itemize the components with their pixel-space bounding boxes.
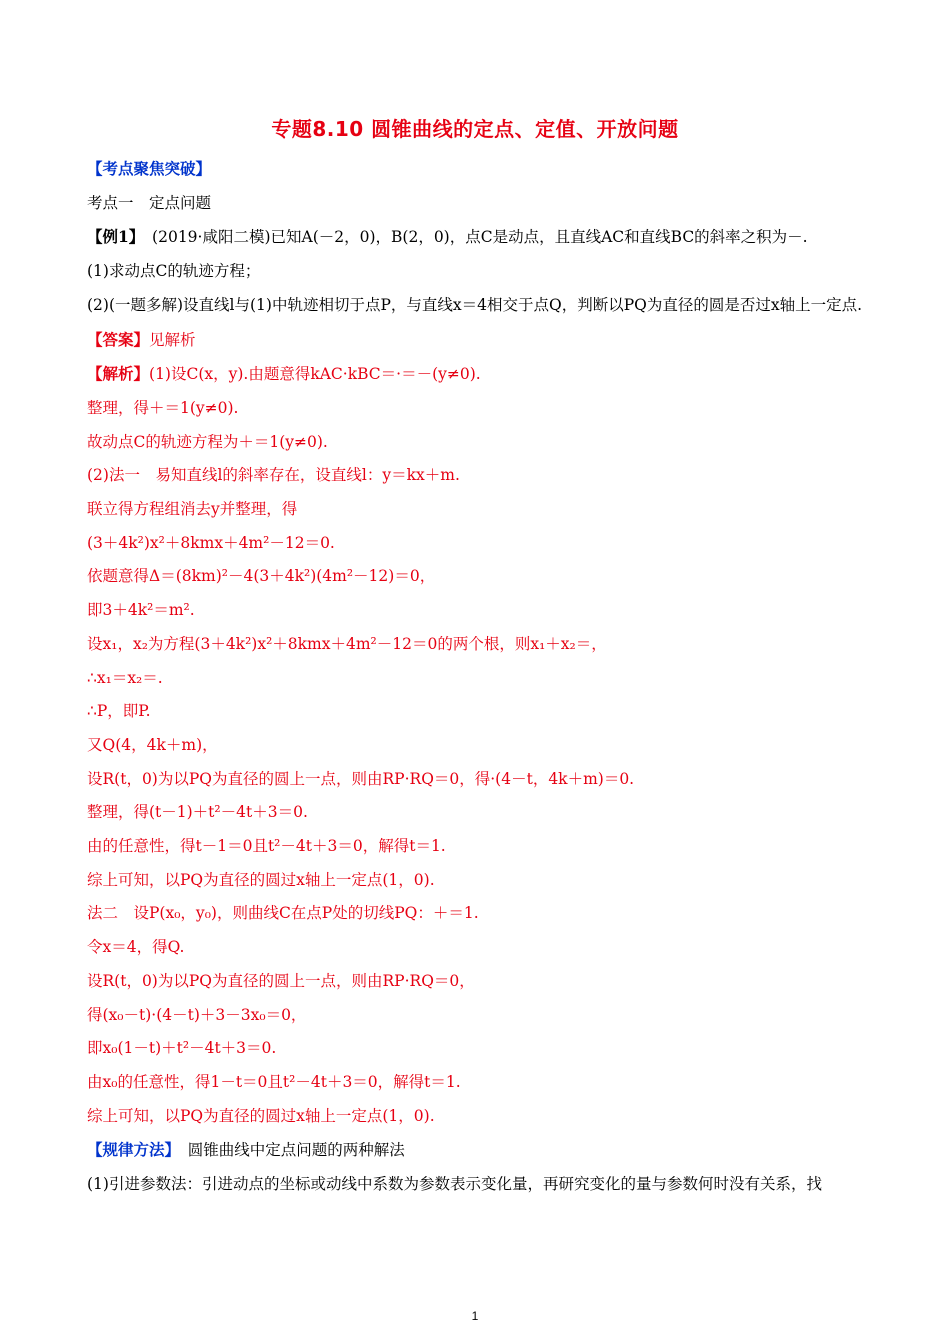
section-label-row [87,152,867,187]
solution-line: 设x₁，x₂为方程(3＋4k²)x²＋8kmx＋4m²－12＝0的两个根，则x₁＋x₂＝， [87,634,607,653]
solution-line: 联立得方程组消去y并整理，得 [87,500,298,519]
solution-line: (3＋4k²)x²＋8kmx＋4m²－12＝0. [87,533,335,552]
solution-line: 综上可知，以PQ为直径的圆过x轴上一定点(1，0). [87,1106,435,1125]
solution-line-text: (1)设C(x，y).由题意得kAC·kBC＝·＝－(y≠0). [149,365,481,384]
answer-row [87,323,867,358]
solution-line: 法二 设P(x₀，y₀)，则曲线C在点P处的切线PQ：＋＝1. [87,904,479,923]
solution-line: 令x＝4，得Q. [87,938,185,957]
solution-line: 综上可知，以PQ为直径的圆过x轴上一定点(1，0). [87,870,435,889]
page-title: 专题8.10 圆锥曲线的定点、定值、开放问题 [271,117,679,141]
example-statement [87,220,867,255]
method-heading [87,1133,867,1168]
solution-line: 即3＋4k²＝m². [87,601,195,620]
answer-text: 见解析 [149,330,196,349]
solution-line: ∴x₁＝x₂＝. [87,668,163,687]
solution-line: 由的任意性，得t－1＝0且t²－4t＋3＝0，解得t＝1. [87,837,446,856]
solution-line: 即x₀(1－t)＋t²－4t＋3＝0. [87,1039,277,1058]
method-tag: 【规律方法】 [87,1140,173,1160]
solution-line: 又Q(4，4k＋m)， [87,735,218,754]
solution-line [87,357,867,392]
solution-line: 设R(t，0)为以PQ为直径的圆上一点，则由RP·RQ＝0，得·(4－t，4k＋m)＝0. [87,769,635,788]
solution-tag: 【解析】 [87,364,150,384]
method-title: 圆锥曲线中定点问题的两种解法 [172,1141,405,1160]
document-body [87,152,867,1202]
example-text: (2019·咸阳二模)已知A(－2，0)，B(2，0)，点C是动点，且直线AC和直线BC的斜率之积为－. [136,228,808,247]
solution-line: 设R(t，0)为以PQ为直径的圆上一点，则由RP·RQ＝0， [87,971,475,990]
solution-line: 整理，得(t－1)＋t²－4t＋3＝0. [87,803,308,822]
solution-line: 得(x₀－t)·(4－t)＋3－3x₀＝0， [87,1005,307,1024]
solution-line: (2)法一 易知直线l的斜率存在，设直线l：y＝kx＋m. [87,466,460,485]
example-question-2: (2)(一题多解)设直线l与(1)中轨迹相切于点P，与直线x＝4相交于点Q，判断以PQ为直径的圆是否过x轴上一定点. [87,295,863,314]
topic-heading: 考点一 定点问题 [87,193,212,212]
example-question-1: (1)求动点C的轨迹方程； [87,262,261,281]
page-number: 1 [471,1309,479,1323]
solution-line: 由x₀的任意性，得1－t＝0且t²－4t＋3＝0，解得t＝1. [87,1072,461,1091]
solution-line: 依题意得Δ＝(8km)²－4(3＋4k²)(4m²－12)＝0， [87,567,436,586]
solution-line: ∴P，即P. [87,702,151,721]
method-line-1: (1)引进参数法：引进动点的坐标或动线中系数为参数表示变化量，再研究变化的量与参数何时没有关系，找 [87,1175,822,1194]
answer-tag: 【答案】 [87,329,150,349]
section-label: 【考点聚焦突破】 [87,159,212,178]
example-tag: 【例1】 [87,227,137,247]
solution-line: 故动点C的轨迹方程为＋＝1(y≠0). [87,432,328,451]
solution-line: 整理，得＋＝1(y≠0). [87,398,239,417]
